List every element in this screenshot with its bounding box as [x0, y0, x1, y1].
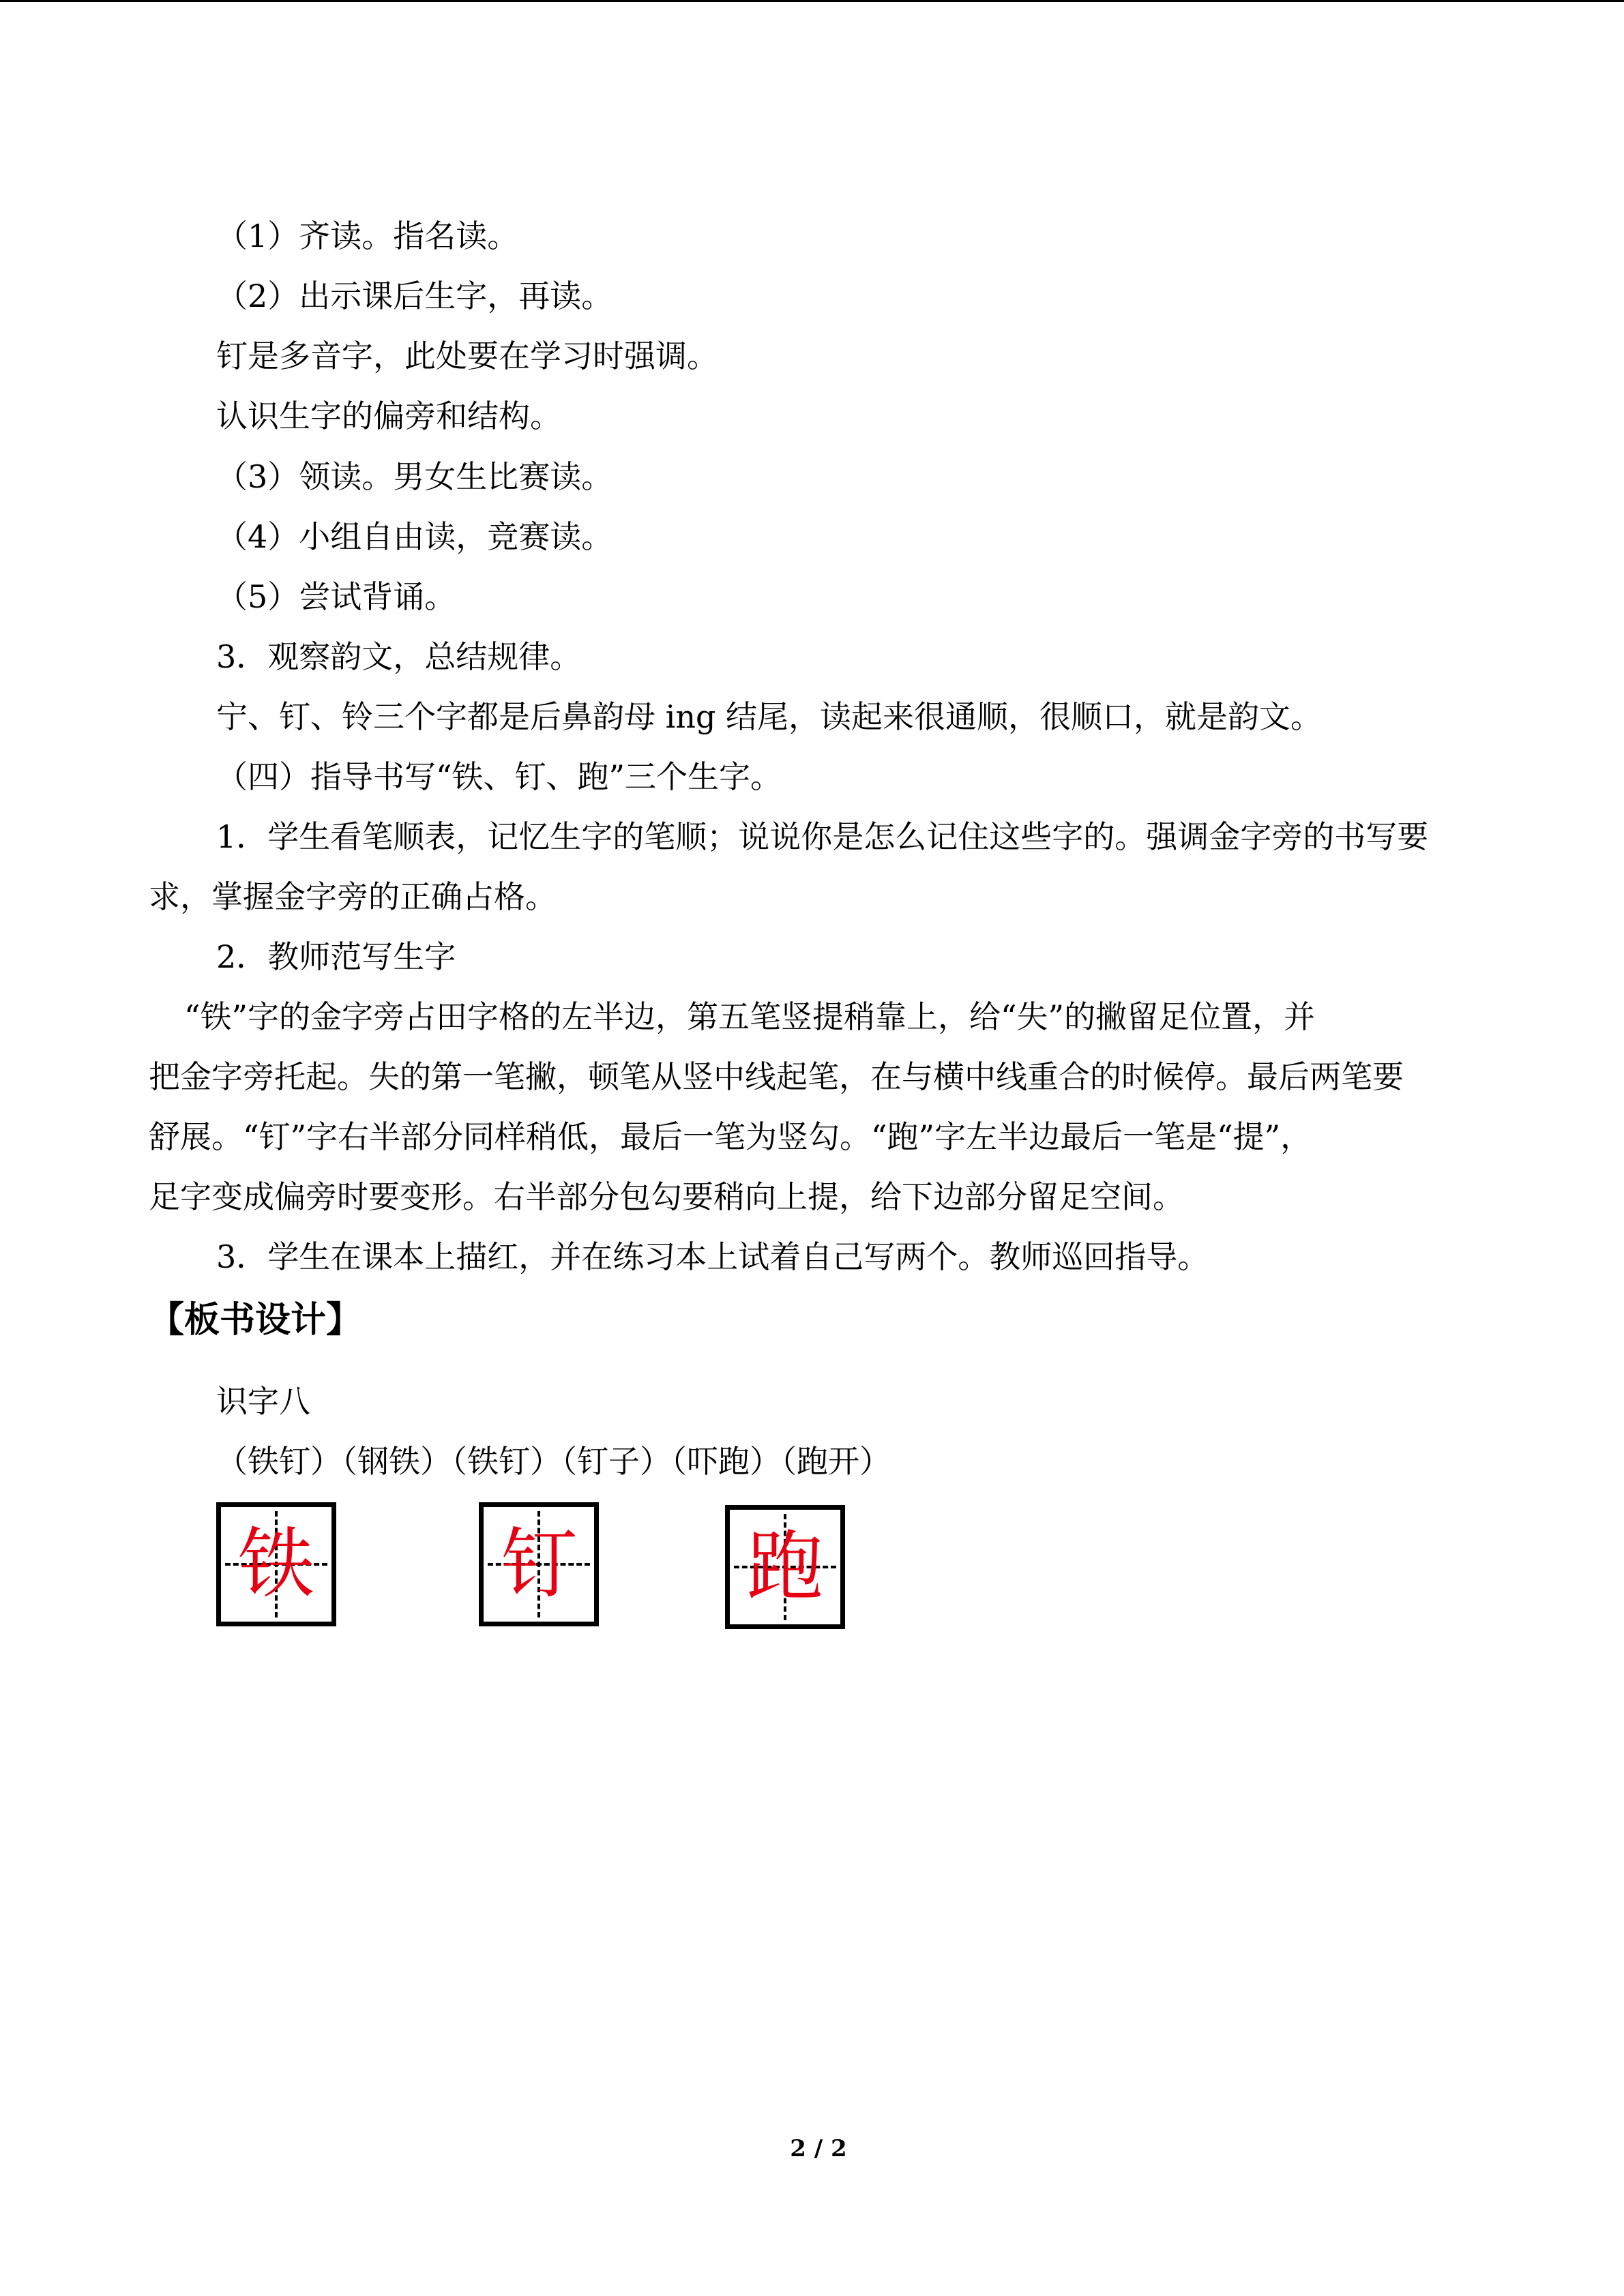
board-character: 铁: [238, 1520, 314, 1609]
paragraph-4: 认识生字的偏旁和结构。: [216, 398, 561, 434]
paragraph-10: （四）指导书写“铁、钉、跑”三个生字。: [216, 758, 782, 795]
page-top-border: [0, 0, 1624, 2]
paragraph-11-line-1: 1．学生看笔顺表，记忆生字的笔顺；说说你是怎么记住这些字的。强调金字旁的书写要: [216, 818, 1429, 855]
paragraph-5: （3）领读。男女生比赛读。: [216, 458, 613, 495]
paragraph-8: 3．观察韵文，总结规律。: [216, 638, 582, 675]
tianzige-box: [725, 1505, 845, 1629]
board-title: 识字八: [216, 1383, 310, 1420]
paragraph-13-line-4: 足字变成偏旁时要变形。右半部分包勾要稍向上提，给下边部分留足空间。: [149, 1178, 1184, 1215]
board-character: 跑: [747, 1523, 823, 1611]
tianzige-box: [479, 1502, 599, 1626]
paragraph-9: 宁、钉、铃三个字都是后鼻韵母 ing 结尾，读起来很通顺，很顺口，就是韵文。: [216, 698, 1323, 735]
tianzige-box: [216, 1502, 336, 1626]
paragraph-12: 2．教师范写生字: [216, 938, 456, 975]
paragraph-7: （5）尝试背诵。: [216, 578, 456, 615]
paragraph-13-line-1: “铁”字的金字旁占田字格的左半边，第五笔竖提稍靠上，给“失”的撇留足位置，并: [184, 998, 1316, 1035]
page-number: 2 / 2: [790, 2135, 847, 2162]
paragraph-13-line-2: 把金字旁托起。失的第一笔撇，顿笔从竖中线起笔，在与横中线重合的时候停。最后两笔要: [149, 1058, 1404, 1095]
paragraph-11-line-2: 求，掌握金字旁的正确占格。: [149, 878, 557, 915]
paragraph-13-line-3: 舒展。“钉”字右半部分同样稍低，最后一笔为竖勾。“跑”字左半边最后一笔是“提”，: [149, 1118, 1312, 1155]
paragraph-6: （4）小组自由读，竞赛读。: [216, 518, 613, 555]
paragraph-3: 钉是多音字，此处要在学习时强调。: [216, 338, 718, 374]
paragraph-1: （1）齐读。指名读。: [216, 218, 519, 254]
section-heading: 【板书设计】: [149, 1300, 362, 1341]
paragraph-2: （2）出示课后生字，再读。: [216, 278, 613, 314]
board-words: （铁钉）（钢铁）（铁钉）（钉子）（吓跑）（跑开）: [216, 1443, 891, 1480]
board-character: 钉: [501, 1520, 577, 1609]
paragraph-14: 3．学生在课本上描红，并在练习本上试着自己写两个。教师巡回指导。: [216, 1238, 1209, 1275]
